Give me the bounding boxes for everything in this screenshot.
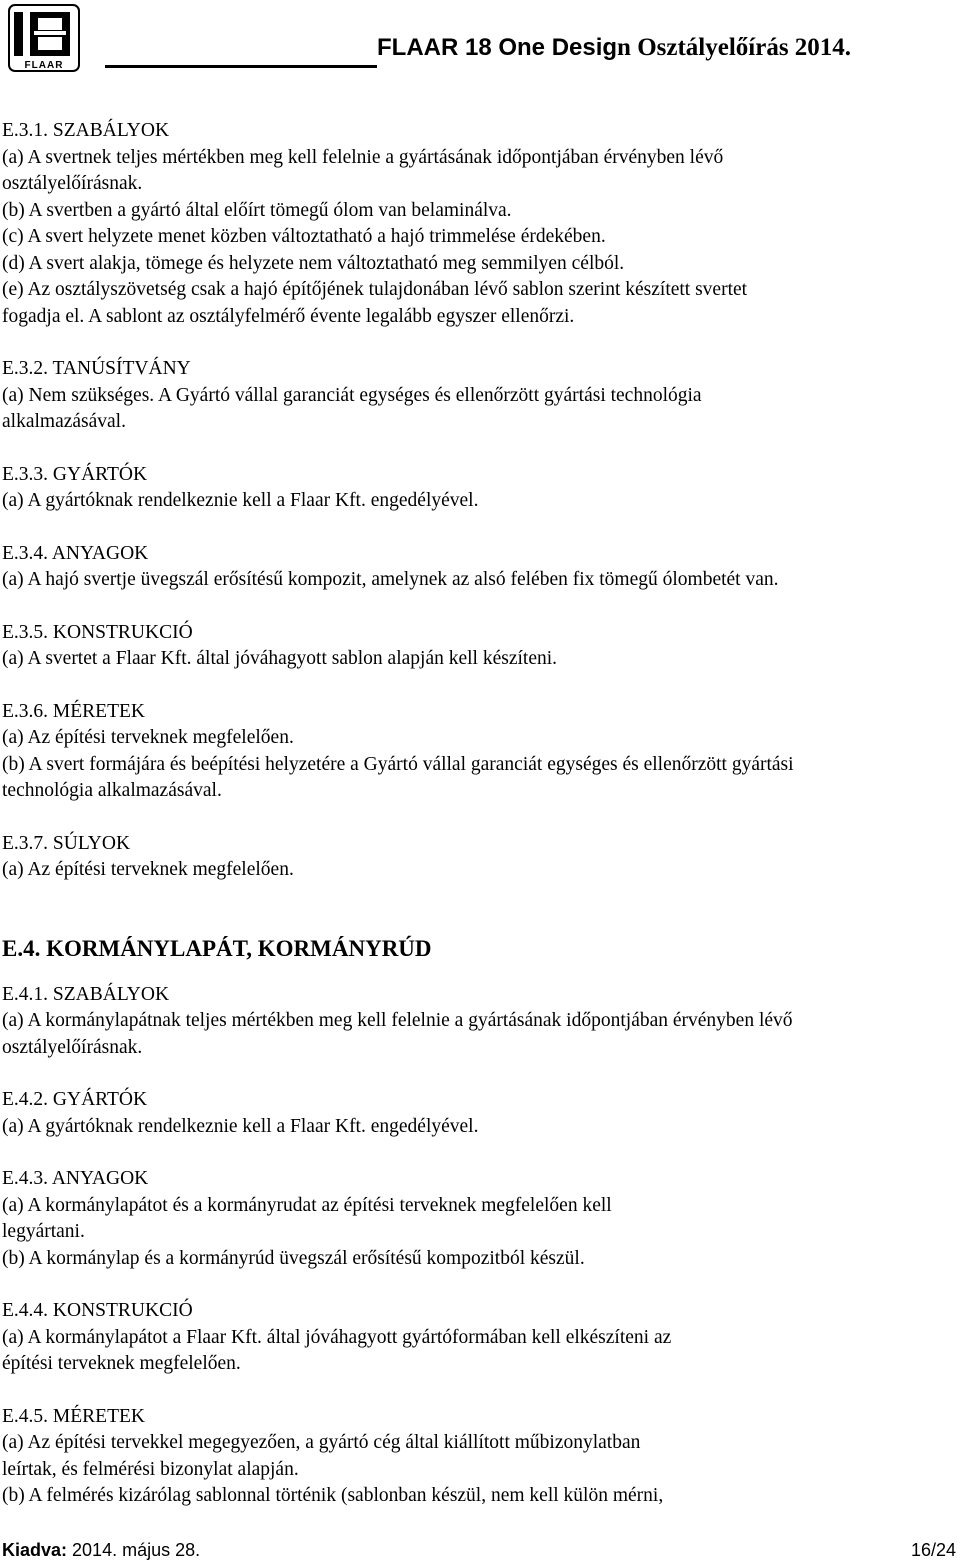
- section-heading: E.4.5. MÉRETEK: [2, 1405, 145, 1427]
- paragraph: (b) A svert formájára és beépítési helyzetére a Gyártó vállal garanciát egységes és ellenőrzött gyártási: [2, 753, 794, 775]
- paragraph: (c) A svert helyzete menet közben változtatható a hajó trimmelése érdekében.: [2, 226, 606, 247]
- section-heading: E.3.4. ANYAGOK: [2, 542, 149, 564]
- header-title-serif: n Osztályelőírás 2014.: [617, 34, 852, 61]
- section-heading: E.3.6. MÉRETEK: [2, 700, 145, 722]
- page-number: 16/24: [910, 1540, 956, 1560]
- paragraph: osztályelőírásnak.: [2, 1036, 143, 1058]
- header-title-sans: FLAAR 18 One Desig: [377, 34, 618, 61]
- section-heading: E.3.2. TANÚSÍTVÁNY: [2, 358, 191, 379]
- paragraph: (a) A svertnek teljes mértékben meg kell felelnie a gyártásának időpontjában érvényben lévő: [2, 146, 724, 168]
- issue-date-label: Kiadva:: [2, 1540, 68, 1560]
- paragraph: (a) Az építési terveknek megfelelően.: [2, 859, 294, 880]
- section-heading: E.4.4. KONSTRUKCIÓ: [2, 1300, 193, 1321]
- paragraph: (e) Az osztályszövetség csak a hajó építőjének tulajdonában lévő sablon szerint készített svertet: [2, 279, 748, 300]
- flaar-18-logo: [8, 4, 80, 72]
- paragraph: (b) A svertben a gyártó által előírt tömegű ólom van belaminálva.: [2, 199, 512, 221]
- paragraph: (a) A gyártóknak rendelkeznie kell a Flaar Kft. engedélyével.: [2, 490, 479, 511]
- paragraph: legyártani.: [2, 1221, 85, 1242]
- paragraph: (a) A kormánylapátnak teljes mértékben meg kell felelnie a gyártásának időpontjában érvényben lévő: [2, 1010, 793, 1031]
- paragraph: (a) A hajó svertje üvegszál erősítésű kompozit, amelynek az alsó felében fix tömegű ólombetét van.: [2, 569, 779, 590]
- chapter-heading: E.4. KORMÁNYLAPÁT, KORMÁNYRÚD: [2, 935, 432, 961]
- header-underline: [105, 65, 377, 68]
- paragraph: (a) Az építési tervekkel megegyezően, a gyártó cég által kiállított műbizonylatban: [2, 1432, 641, 1453]
- paragraph: (a) A svertet a Flaar Kft. által jóváhagyott sablon alapján kell készíteni.: [2, 648, 558, 669]
- page-header: [0, 0, 960, 82]
- issue-date: [2, 1540, 200, 1561]
- paragraph: (a) Az építési terveknek megfelelően.: [2, 727, 294, 748]
- paragraph: alkalmazásával.: [2, 411, 126, 432]
- section-heading: E.3.5. KONSTRUKCIÓ: [2, 621, 193, 643]
- paragraph: (b) A felmérés kizárólag sablonnal történik (sablonban készül, nem kell külön mérni,: [2, 1485, 664, 1506]
- section-heading: E.3.3. GYÁRTÓK: [2, 463, 148, 485]
- paragraph: (d) A svert alakja, tömege és helyzete nem változtatható meg semmilyen célból.: [2, 252, 625, 274]
- issue-date-value: 2014. május 28.: [67, 1540, 201, 1560]
- section-heading: E.4.2. GYÁRTÓK: [2, 1089, 148, 1110]
- paragraph: fogadja el. A sablont az osztályfelmérő évente legalább egyszer ellenőrzi.: [2, 305, 575, 327]
- section-heading: E.3.1. SZABÁLYOK: [2, 120, 170, 141]
- document-body: [2, 118, 947, 1510]
- svg-text:FLAAR: FLAAR: [24, 60, 64, 71]
- paragraph: (a) Nem szükséges. A Gyártó vállal garanciát egységes és ellenőrzött gyártási technológia: [2, 384, 702, 406]
- paragraph: osztályelőírásnak.: [2, 173, 143, 194]
- paragraph: technológia alkalmazásával.: [2, 780, 222, 801]
- paragraph: (b) A kormánylap és a kormányrúd üvegszál erősítésű kompozitból készül.: [2, 1247, 585, 1269]
- paragraph: leírtak, és felmérési bizonylat alapján.: [2, 1458, 299, 1480]
- section-heading: E.4.1. SZABÁLYOK: [2, 983, 170, 1005]
- paragraph: (a) A kormánylapátot és a kormányrudat az építési terveknek megfelelően kell: [2, 1194, 612, 1216]
- section-heading: E.4.3. ANYAGOK: [2, 1168, 149, 1189]
- paragraph: (a) A kormánylapátot a Flaar Kft. által jóváhagyott gyártóformában kell elkészíteni az: [2, 1326, 672, 1348]
- section-heading: E.3.7. SÚLYOK: [2, 832, 131, 854]
- header-title: [377, 34, 851, 62]
- paragraph: (a) A gyártóknak rendelkeznie kell a Flaar Kft. engedélyével.: [2, 1115, 479, 1137]
- paragraph: építési terveknek megfelelően.: [2, 1353, 241, 1374]
